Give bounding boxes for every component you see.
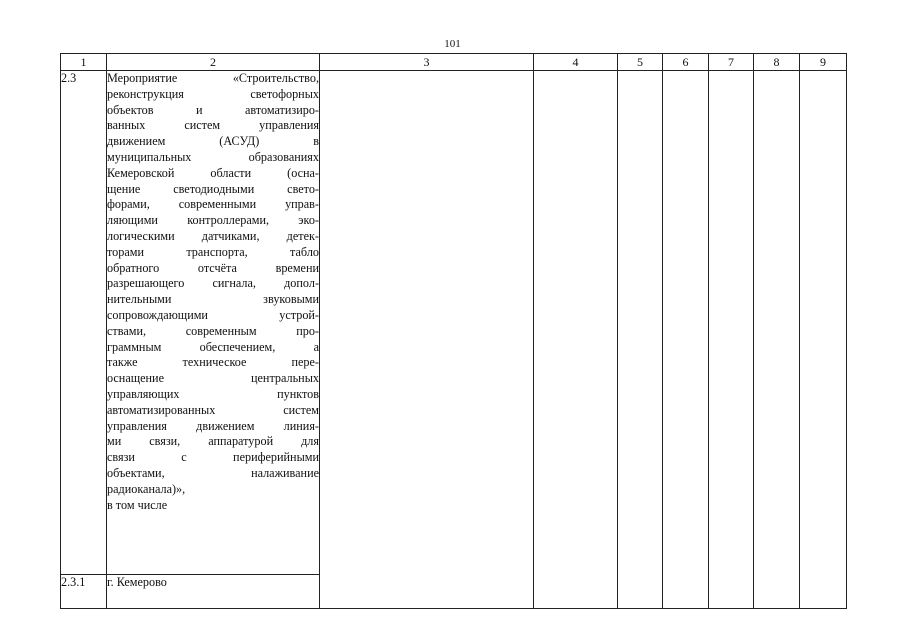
description-text: [107, 71, 319, 513]
description-line: логическими датчиками, детек-: [107, 228, 319, 243]
description-line: объектов и автоматизиро-: [107, 102, 319, 117]
header-row: [61, 54, 847, 71]
table-cell: [320, 71, 534, 609]
description-line: г. Кемерово: [107, 575, 167, 589]
description-line: ми связи, аппаратурой для: [107, 434, 319, 449]
description-line: автоматизированных систем: [107, 402, 319, 417]
description-line: щение светодиодными свето-: [107, 181, 319, 196]
table-row: [61, 71, 847, 575]
row-number: 2.3: [61, 71, 107, 575]
description-line: Кемеровской области (осна-: [107, 165, 319, 180]
description-text: [107, 575, 319, 591]
row-description: [107, 575, 320, 609]
description-line: управления движением линия-: [107, 418, 319, 433]
row-description: [107, 71, 320, 575]
description-line: сопровождающими устрой-: [107, 307, 319, 322]
description-line: ляющими контроллерами, эко-: [107, 213, 319, 228]
column-header: 1: [61, 54, 107, 71]
column-header: 9: [800, 54, 847, 71]
description-line: объектами, налаживание: [107, 465, 319, 480]
description-line: оснащение центральных: [107, 371, 319, 386]
description-line: торами транспорта, табло: [107, 244, 319, 259]
description-line: Мероприятие «Строительство,: [107, 71, 319, 85]
column-header: 2: [107, 54, 320, 71]
description-line: также техническое пере-: [107, 355, 319, 370]
table-cell: [754, 71, 800, 609]
column-header: 8: [754, 54, 800, 71]
description-line: в том числе: [107, 497, 168, 512]
column-header: 4: [534, 54, 618, 71]
column-header: 7: [709, 54, 754, 71]
measures-table: [60, 53, 847, 609]
description-line: граммным обеспечением, а: [107, 339, 319, 354]
description-line: радиоканала)»,: [107, 481, 186, 496]
description-line: реконструкция светофорных: [107, 86, 319, 101]
row-number: 2.3.1: [61, 575, 107, 609]
description-line: муниципальных образованиях: [107, 149, 319, 164]
description-line: ванных систем управления: [107, 118, 319, 133]
table-cell: [618, 71, 663, 609]
table-cell: [663, 71, 709, 609]
description-line: управляющих пунктов: [107, 386, 319, 401]
table-cell: [709, 71, 754, 609]
description-line: разрешающего сигнала, допол-: [107, 276, 319, 291]
column-header: 5: [618, 54, 663, 71]
description-line: форами, современными управ-: [107, 197, 319, 212]
column-header: 3: [320, 54, 534, 71]
column-header: 6: [663, 54, 709, 71]
table-cell: [534, 71, 618, 609]
description-line: обратного отсчёта времени: [107, 260, 319, 275]
page-number: 101: [444, 38, 461, 50]
description-line: нительными звуковыми: [107, 292, 319, 307]
description-line: связи с периферийными: [107, 450, 319, 465]
table-cell: [800, 71, 847, 609]
description-line: движением (АСУД) в: [107, 134, 319, 149]
description-line: ствами, современным про-: [107, 323, 319, 338]
